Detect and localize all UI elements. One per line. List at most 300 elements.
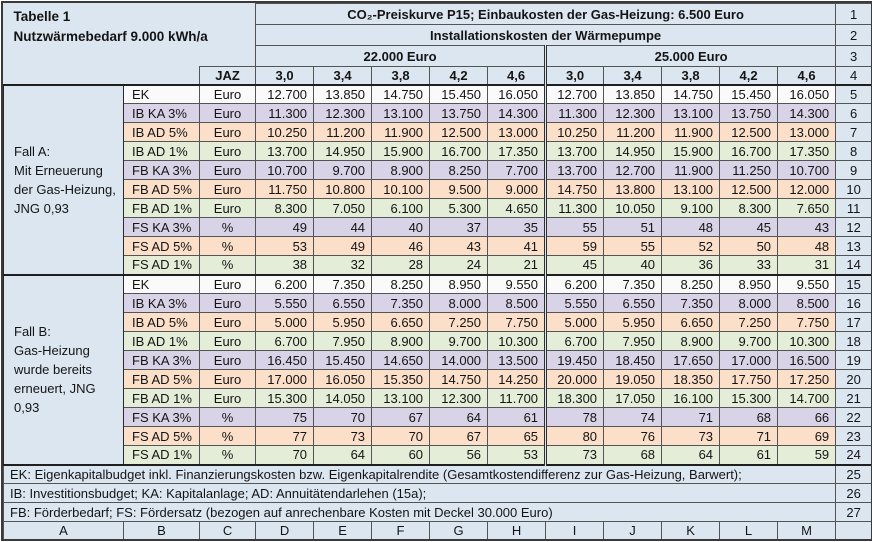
value-cell: 17.350: [778, 142, 836, 161]
group-header-22000: 22.000 Euro: [256, 46, 546, 67]
row-label-cell: FB KA 3%: [124, 351, 200, 370]
value-cell: 17.000: [256, 370, 314, 389]
jaz-value-cell: 4,2: [720, 67, 778, 85]
footnote-fb-fs: FB: Förderbedarf; FS: Fördersatz (bezogen auf anrechenbare Kosten mit Deckel 30.000 Euro): [4, 503, 836, 522]
value-cell: 12.700: [256, 85, 314, 104]
row-number-cell: 20: [836, 370, 872, 389]
table-row: [4, 123, 872, 142]
footnote-ib-ka-ad: IB: Investitionsbudget; KA: Kapitalanlage; AD: Annuitätendarlehen (15a);: [4, 484, 836, 503]
table-row: [4, 199, 872, 218]
value-cell: 7.350: [604, 275, 662, 294]
unit-cell: Euro: [200, 313, 256, 332]
value-cell: 10.300: [488, 332, 546, 351]
value-cell: 17.000: [720, 351, 778, 370]
column-letter-cell: D: [256, 522, 314, 540]
value-cell: 16.050: [778, 85, 836, 104]
value-cell: 11.200: [604, 123, 662, 142]
row-label-cell: FS AD 5%: [124, 427, 200, 446]
value-cell: 10.250: [256, 123, 314, 142]
value-cell: 43: [778, 218, 836, 237]
value-cell: 11.900: [662, 161, 720, 180]
value-cell: 53: [256, 237, 314, 256]
row-label-cell: EK: [124, 275, 200, 294]
value-cell: 59: [778, 446, 836, 465]
value-cell: 13.750: [720, 104, 778, 123]
value-cell: 8.000: [720, 294, 778, 313]
row-number-cell: 10: [836, 180, 872, 199]
value-cell: 73: [314, 427, 372, 446]
value-cell: 12.300: [314, 104, 372, 123]
value-cell: 8.000: [430, 294, 488, 313]
value-cell: 12.500: [720, 180, 778, 199]
unit-cell: %: [200, 408, 256, 427]
unit-cell: Euro: [200, 161, 256, 180]
value-cell: 11.900: [372, 123, 430, 142]
table-subtitle: Nutzwärmebedarf 9.000 kWh/a: [13, 28, 208, 44]
unit-cell: %: [200, 256, 256, 275]
value-cell: 31: [778, 256, 836, 275]
value-cell: 49: [314, 237, 372, 256]
value-cell: 17.750: [720, 370, 778, 389]
jaz-value-cell: 3,4: [314, 67, 372, 85]
value-cell: 10.100: [372, 180, 430, 199]
unit-cell: Euro: [200, 142, 256, 161]
value-cell: 51: [604, 218, 662, 237]
jaz-value-cell: 4,2: [430, 67, 488, 85]
value-cell: 17.650: [662, 351, 720, 370]
row-label-cell: FS KA 3%: [124, 408, 200, 427]
value-cell: 71: [720, 427, 778, 446]
jaz-value-cell: 3,0: [546, 67, 604, 85]
value-cell: 36: [662, 256, 720, 275]
table-row: [4, 237, 872, 256]
value-cell: 18.450: [604, 351, 662, 370]
value-cell: 10.300: [778, 332, 836, 351]
row-number-cell: 1: [836, 4, 872, 25]
value-cell: 13.700: [256, 142, 314, 161]
row-number-cell: 12: [836, 218, 872, 237]
value-cell: 5.950: [604, 313, 662, 332]
value-cell: 8.250: [662, 275, 720, 294]
value-cell: 55: [546, 218, 604, 237]
row-number-cell: 17: [836, 313, 872, 332]
value-cell: 71: [662, 408, 720, 427]
jaz-value-cell: 3,8: [372, 67, 430, 85]
value-cell: 70: [314, 408, 372, 427]
row-number-cell: 13: [836, 237, 872, 256]
row-number-cell: 19: [836, 351, 872, 370]
value-cell: 11.300: [546, 104, 604, 123]
value-cell: 6.650: [662, 313, 720, 332]
unit-cell: %: [200, 446, 256, 465]
value-cell: 6.100: [372, 199, 430, 218]
value-cell: 14.750: [372, 85, 430, 104]
value-cell: 8.950: [430, 275, 488, 294]
value-cell: 6.700: [546, 332, 604, 351]
value-cell: 15.450: [314, 351, 372, 370]
value-cell: 70: [256, 446, 314, 465]
value-cell: 14.650: [372, 351, 430, 370]
table-row: [4, 446, 872, 465]
value-cell: 7.250: [720, 313, 778, 332]
value-cell: 7.350: [372, 294, 430, 313]
value-cell: 6.650: [372, 313, 430, 332]
table-row: [4, 389, 872, 408]
value-cell: 11.700: [488, 389, 546, 408]
value-cell: 13.000: [488, 123, 546, 142]
value-cell: 74: [604, 408, 662, 427]
value-cell: 14.950: [314, 142, 372, 161]
unit-cell: Euro: [200, 370, 256, 389]
value-cell: 10.700: [256, 161, 314, 180]
value-cell: 14.750: [662, 85, 720, 104]
value-cell: 28: [372, 256, 430, 275]
value-cell: 8.250: [430, 161, 488, 180]
value-cell: 17.250: [778, 370, 836, 389]
value-cell: 64: [430, 408, 488, 427]
table-row: [4, 256, 872, 275]
value-cell: 5.000: [256, 313, 314, 332]
value-cell: 5.550: [256, 294, 314, 313]
value-cell: 13.700: [546, 161, 604, 180]
table-row: [4, 218, 872, 237]
value-cell: 41: [488, 237, 546, 256]
value-cell: 7.650: [778, 199, 836, 218]
table-row: [4, 104, 872, 123]
column-letter-cell: A: [4, 522, 124, 540]
value-cell: 64: [314, 446, 372, 465]
value-cell: 9.550: [778, 275, 836, 294]
value-cell: 10.800: [314, 180, 372, 199]
value-cell: 70: [372, 427, 430, 446]
value-cell: 66: [778, 408, 836, 427]
row-number-cell: 24: [836, 446, 872, 465]
value-cell: 19.450: [546, 351, 604, 370]
value-cell: 12.300: [430, 389, 488, 408]
group-header-25000: 25.000 Euro: [546, 46, 836, 67]
value-cell: 8.250: [372, 275, 430, 294]
case-label-cell: [4, 275, 124, 465]
jaz-value-cell: 4,6: [488, 67, 546, 85]
value-cell: 8.950: [720, 275, 778, 294]
header-installation-costs: Installationskosten der Wärmepumpe: [256, 25, 836, 46]
value-cell: 11.200: [314, 123, 372, 142]
value-cell: 13.100: [372, 104, 430, 123]
row-number-cell: 26: [836, 484, 872, 503]
value-cell: 40: [604, 256, 662, 275]
value-cell: 13.100: [662, 180, 720, 199]
row-label-cell: EK: [124, 85, 200, 104]
column-letter-cell: E: [314, 522, 372, 540]
value-cell: 15.900: [662, 142, 720, 161]
value-cell: 65: [488, 427, 546, 446]
row-number-cell: 7: [836, 123, 872, 142]
value-cell: 7.700: [488, 161, 546, 180]
case-label-line: wurde bereits: [14, 362, 93, 377]
value-cell: 7.050: [314, 199, 372, 218]
row-number-cell: 21: [836, 389, 872, 408]
table-row: [4, 351, 872, 370]
unit-cell: Euro: [200, 275, 256, 294]
value-cell: 7.950: [314, 332, 372, 351]
value-cell: 14.750: [546, 180, 604, 199]
value-cell: 13.100: [662, 104, 720, 123]
value-cell: 56: [430, 446, 488, 465]
value-cell: 61: [488, 408, 546, 427]
unit-cell: Euro: [200, 199, 256, 218]
value-cell: 78: [546, 408, 604, 427]
value-cell: 16.500: [778, 351, 836, 370]
value-cell: 11.750: [256, 180, 314, 199]
row-label-cell: FS AD 1%: [124, 256, 200, 275]
row-label-cell: IB AD 5%: [124, 313, 200, 332]
table-row: [4, 161, 872, 180]
row-label-cell: FS AD 1%: [124, 446, 200, 465]
value-cell: 37: [430, 218, 488, 237]
value-cell: 16.100: [662, 389, 720, 408]
value-cell: 10.250: [546, 123, 604, 142]
value-cell: 50: [720, 237, 778, 256]
value-cell: 12.300: [604, 104, 662, 123]
value-cell: 61: [720, 446, 778, 465]
value-cell: 16.700: [720, 142, 778, 161]
value-cell: 13.100: [372, 389, 430, 408]
value-cell: 13.500: [488, 351, 546, 370]
value-cell: 19.050: [604, 370, 662, 389]
value-cell: 12.500: [430, 123, 488, 142]
case-label-line: Mit Erneuerung: [14, 162, 103, 178]
value-cell: 7.750: [778, 313, 836, 332]
row-number-cell: 11: [836, 199, 872, 218]
row-number-cell: 14: [836, 256, 872, 275]
value-cell: 14.750: [430, 370, 488, 389]
table-title: Tabelle 1: [13, 8, 71, 24]
row-label-cell: FB AD 5%: [124, 370, 200, 389]
footnote-row: [4, 503, 872, 522]
value-cell: 14.000: [430, 351, 488, 370]
value-cell: 8.900: [372, 332, 430, 351]
value-cell: 5.550: [546, 294, 604, 313]
value-cell: 9.700: [430, 332, 488, 351]
row-number-cell: 8: [836, 142, 872, 161]
column-letter-cell: J: [604, 522, 662, 540]
value-cell: 16.700: [430, 142, 488, 161]
value-cell: 5.300: [430, 199, 488, 218]
case-label-line: Gas-Heizung: [14, 343, 90, 358]
jaz-header-row: [4, 67, 872, 85]
value-cell: 67: [430, 427, 488, 446]
value-cell: 8.500: [488, 294, 546, 313]
value-cell: 18.350: [662, 370, 720, 389]
row-label-cell: FB AD 1%: [124, 199, 200, 218]
row-label-cell: IB KA 3%: [124, 294, 200, 313]
table-row: [4, 332, 872, 351]
value-cell: 8.900: [372, 161, 430, 180]
column-letter-cell: B: [124, 522, 200, 540]
value-cell: 73: [662, 427, 720, 446]
column-letter-cell: C: [200, 522, 256, 540]
table-row: [4, 294, 872, 313]
value-cell: 48: [778, 237, 836, 256]
value-cell: 53: [488, 446, 546, 465]
value-cell: 9.500: [430, 180, 488, 199]
row-number-cell: 18: [836, 332, 872, 351]
value-cell: 15.450: [430, 85, 488, 104]
value-cell: 9.700: [720, 332, 778, 351]
row-number-cell: 3: [836, 46, 872, 67]
value-cell: 10.050: [604, 199, 662, 218]
jaz-value-cell: 3,4: [604, 67, 662, 85]
case-label-line: 0,93: [14, 400, 40, 415]
value-cell: 15.350: [372, 370, 430, 389]
case-label-line: Fall B:: [14, 324, 51, 339]
value-cell: 35: [488, 218, 546, 237]
value-cell: 69: [778, 427, 836, 446]
case-label-line: JNG 0,93: [14, 200, 69, 216]
table-row: [4, 180, 872, 199]
value-cell: 21: [488, 256, 546, 275]
column-letter-cell: M: [778, 522, 836, 540]
value-cell: 12.700: [604, 161, 662, 180]
case-label-line: erneuert, JNG: [14, 381, 96, 396]
footnote-row: [4, 465, 872, 484]
value-cell: 7.350: [314, 275, 372, 294]
value-cell: 14.300: [488, 104, 546, 123]
value-cell: 13.000: [778, 123, 836, 142]
blank-cell: [4, 67, 200, 85]
value-cell: 8.500: [778, 294, 836, 313]
value-cell: 6.200: [546, 275, 604, 294]
value-cell: 6.550: [604, 294, 662, 313]
unit-cell: Euro: [200, 85, 256, 104]
value-cell: 76: [604, 427, 662, 446]
jaz-value-cell: 3,0: [256, 67, 314, 85]
value-cell: 52: [662, 237, 720, 256]
unit-cell: Euro: [200, 351, 256, 370]
data-table: [3, 3, 872, 540]
table-row: [4, 142, 872, 161]
value-cell: 13.750: [430, 104, 488, 123]
footnote-ek: EK: Eigenkapitalbudget inkl. Finanzierungskosten bzw. Eigenkapitalrendite (Gesamtkostendifferenz zur Gas-Heizung, Barwert);: [4, 465, 836, 484]
value-cell: 11.300: [256, 104, 314, 123]
spreadsheet-table-figure: [1, 1, 872, 541]
jaz-value-cell: 4,6: [778, 67, 836, 85]
value-cell: 14.300: [778, 104, 836, 123]
row-number-cell: 5: [836, 85, 872, 104]
footnote-row: [4, 484, 872, 503]
value-cell: 46: [372, 237, 430, 256]
value-cell: 7.250: [430, 313, 488, 332]
jaz-value-cell: 3,8: [662, 67, 720, 85]
row-number-cell: 25: [836, 465, 872, 484]
value-cell: 9.550: [488, 275, 546, 294]
value-cell: 13.800: [604, 180, 662, 199]
value-cell: 17.050: [604, 389, 662, 408]
jaz-label-cell: JAZ: [200, 67, 256, 85]
unit-cell: Euro: [200, 332, 256, 351]
header-row-1: [4, 4, 872, 25]
value-cell: 80: [546, 427, 604, 446]
row-number-cell: 23: [836, 427, 872, 446]
column-letter-cell: L: [720, 522, 778, 540]
table-row: [4, 370, 872, 389]
value-cell: 16.050: [314, 370, 372, 389]
table-row: [4, 275, 872, 294]
table-row: [4, 85, 872, 104]
value-cell: 14.050: [314, 389, 372, 408]
row-number-cell: 6: [836, 104, 872, 123]
value-cell: 59: [546, 237, 604, 256]
value-cell: 40: [372, 218, 430, 237]
value-cell: 17.350: [488, 142, 546, 161]
value-cell: 9.100: [662, 199, 720, 218]
value-cell: 11.300: [546, 199, 604, 218]
row-number-cell: 2: [836, 25, 872, 46]
value-cell: 12.700: [546, 85, 604, 104]
value-cell: 67: [372, 408, 430, 427]
case-label-cell: [4, 85, 124, 275]
unit-cell: Euro: [200, 104, 256, 123]
value-cell: 75: [256, 408, 314, 427]
value-cell: 60: [372, 446, 430, 465]
value-cell: 11.250: [720, 161, 778, 180]
value-cell: 16.450: [256, 351, 314, 370]
value-cell: 16.050: [488, 85, 546, 104]
unit-cell: %: [200, 427, 256, 446]
column-letter-cell: K: [662, 522, 720, 540]
value-cell: 14.250: [488, 370, 546, 389]
value-cell: 33: [720, 256, 778, 275]
value-cell: 38: [256, 256, 314, 275]
value-cell: 49: [256, 218, 314, 237]
value-cell: 44: [314, 218, 372, 237]
value-cell: 15.900: [372, 142, 430, 161]
row-number-cell: 4: [836, 67, 872, 85]
unit-cell: %: [200, 237, 256, 256]
value-cell: 5.000: [546, 313, 604, 332]
value-cell: 6.550: [314, 294, 372, 313]
row-number-cell: 22: [836, 408, 872, 427]
value-cell: 10.700: [778, 161, 836, 180]
value-cell: 14.700: [778, 389, 836, 408]
column-letters-row: [4, 522, 872, 540]
row-label-cell: FB AD 1%: [124, 389, 200, 408]
table-row: [4, 427, 872, 446]
row-label-cell: IB AD 1%: [124, 142, 200, 161]
table-row: [4, 313, 872, 332]
value-cell: 7.350: [662, 294, 720, 313]
value-cell: 11.900: [662, 123, 720, 142]
value-cell: 68: [604, 446, 662, 465]
value-cell: 12.000: [778, 180, 836, 199]
value-cell: 14.950: [604, 142, 662, 161]
unit-cell: Euro: [200, 294, 256, 313]
value-cell: 15.300: [720, 389, 778, 408]
value-cell: 4.650: [488, 199, 546, 218]
value-cell: 45: [546, 256, 604, 275]
value-cell: 8.300: [720, 199, 778, 218]
column-letter-cell: G: [430, 522, 488, 540]
value-cell: 13.850: [314, 85, 372, 104]
unit-cell: Euro: [200, 123, 256, 142]
row-label-cell: FS AD 5%: [124, 237, 200, 256]
value-cell: 73: [546, 446, 604, 465]
row-label-cell: FS KA 3%: [124, 218, 200, 237]
value-cell: 32: [314, 256, 372, 275]
value-cell: 9.000: [488, 180, 546, 199]
value-cell: 12.500: [720, 123, 778, 142]
value-cell: 68: [720, 408, 778, 427]
